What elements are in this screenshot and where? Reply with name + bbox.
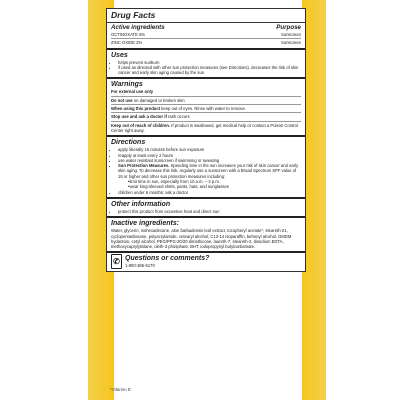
divider — [111, 104, 301, 105]
questions-heading: Questions or comments? — [125, 255, 210, 263]
do-not-use-label: Do not use — [111, 97, 133, 103]
spm-label: Sun Protection Measures. — [118, 163, 170, 169]
stop-use-label: Stop use and ask a doctor if — [111, 114, 167, 120]
drug-facts-panel — [106, 8, 306, 272]
keep-out-text: If product is swallowed, get medical help or contact a Poison Control Center right away. — [111, 122, 298, 133]
spm-text: Spending time in the sun increases your risk of skin cancer and early skin aging. To decrease this risk, regularly use a sunscreen with a Broad Spectrum SPF value of 15 or higher and other sun protection measures including: — [118, 163, 299, 179]
active-ingredient-2: ZINC OXIDE 3% — [111, 40, 143, 46]
inactive-text: Water, glycerin, isohexadecane, aloe barbadensis leaf extract, tocopheryl acetate*, steareth-21, cyclopentasiloxane, polyacrylamide, cetearyl alcohol, C13-14 isoparaffin, behenyl alcohol, DMDM hydantoin, cetyl alcohol, PEG/PPG-20/20 dimethicone, laureth-7, steareth-2, disodium EDTA, triethoxycaprylylsilane, oleth-3 phosphate, BHT, iodopropynyl butylcarbamate. — [111, 228, 292, 250]
divider — [111, 96, 301, 97]
purpose-heading: Purpose — [276, 24, 301, 31]
phone-number: 1-800-385-5170 — [125, 263, 155, 269]
footnote: *Vitamin E — [110, 387, 131, 392]
other-info-heading: Other information — [111, 200, 171, 208]
warnings-heading: Warnings — [111, 81, 143, 89]
phone-icon: ✆ — [111, 254, 122, 269]
divider — [111, 38, 301, 39]
children-item: • children under 6 months: ask a doctor — [118, 190, 301, 195]
active-heading: Active ingredients — [111, 24, 165, 31]
active-purpose-1: Sunscreen — [280, 32, 301, 37]
divider — [111, 112, 301, 113]
do-not-use-text: on damaged or broken skin — [133, 97, 185, 103]
stop-use-text: rash occurs — [168, 114, 190, 120]
other-info-item: • protect this product from excessive heat and direct sun — [118, 209, 301, 214]
active-purpose-2: Sunscreen — [280, 40, 301, 46]
uses-heading: Uses — [111, 51, 128, 59]
directions-item: • reapply at least every 2 hours — [118, 153, 301, 158]
divider — [111, 121, 301, 122]
uses-item: • helps prevent sunburn — [118, 60, 301, 65]
when-using-text: keep out of eyes. Rinse with water to remove. — [161, 106, 246, 112]
drug-facts-title: Drug Facts — [111, 10, 156, 20]
external-use-note: For external use only — [111, 89, 154, 95]
directions-heading: Directions — [111, 139, 146, 147]
when-using-label: When using this product — [111, 106, 161, 112]
spm-subitem: • limit time in sun, especially from 10 a.m. – 2 p.m. — [128, 179, 301, 184]
spm-subitem: • wear long-sleeved shirts, pants, hats, and sunglasses — [128, 184, 301, 189]
uses-item: • if used as directed with other sun protection measures (see Directions), decreases the risk of skin cancer and early skin aging caused by the sun — [118, 65, 301, 76]
directions-item: • apply liberally 15 minutes before sun exposure — [118, 147, 301, 152]
keep-out-label: Keep out of reach of children. — [111, 122, 171, 128]
sun-protection-item — [118, 163, 301, 189]
inactive-heading: Inactive ingredients: — [111, 220, 180, 228]
active-ingredient-1: OCTINOXATE 6% — [111, 32, 146, 37]
directions-item: • use water resistant sunscreen if swimming or sweating — [118, 158, 301, 163]
